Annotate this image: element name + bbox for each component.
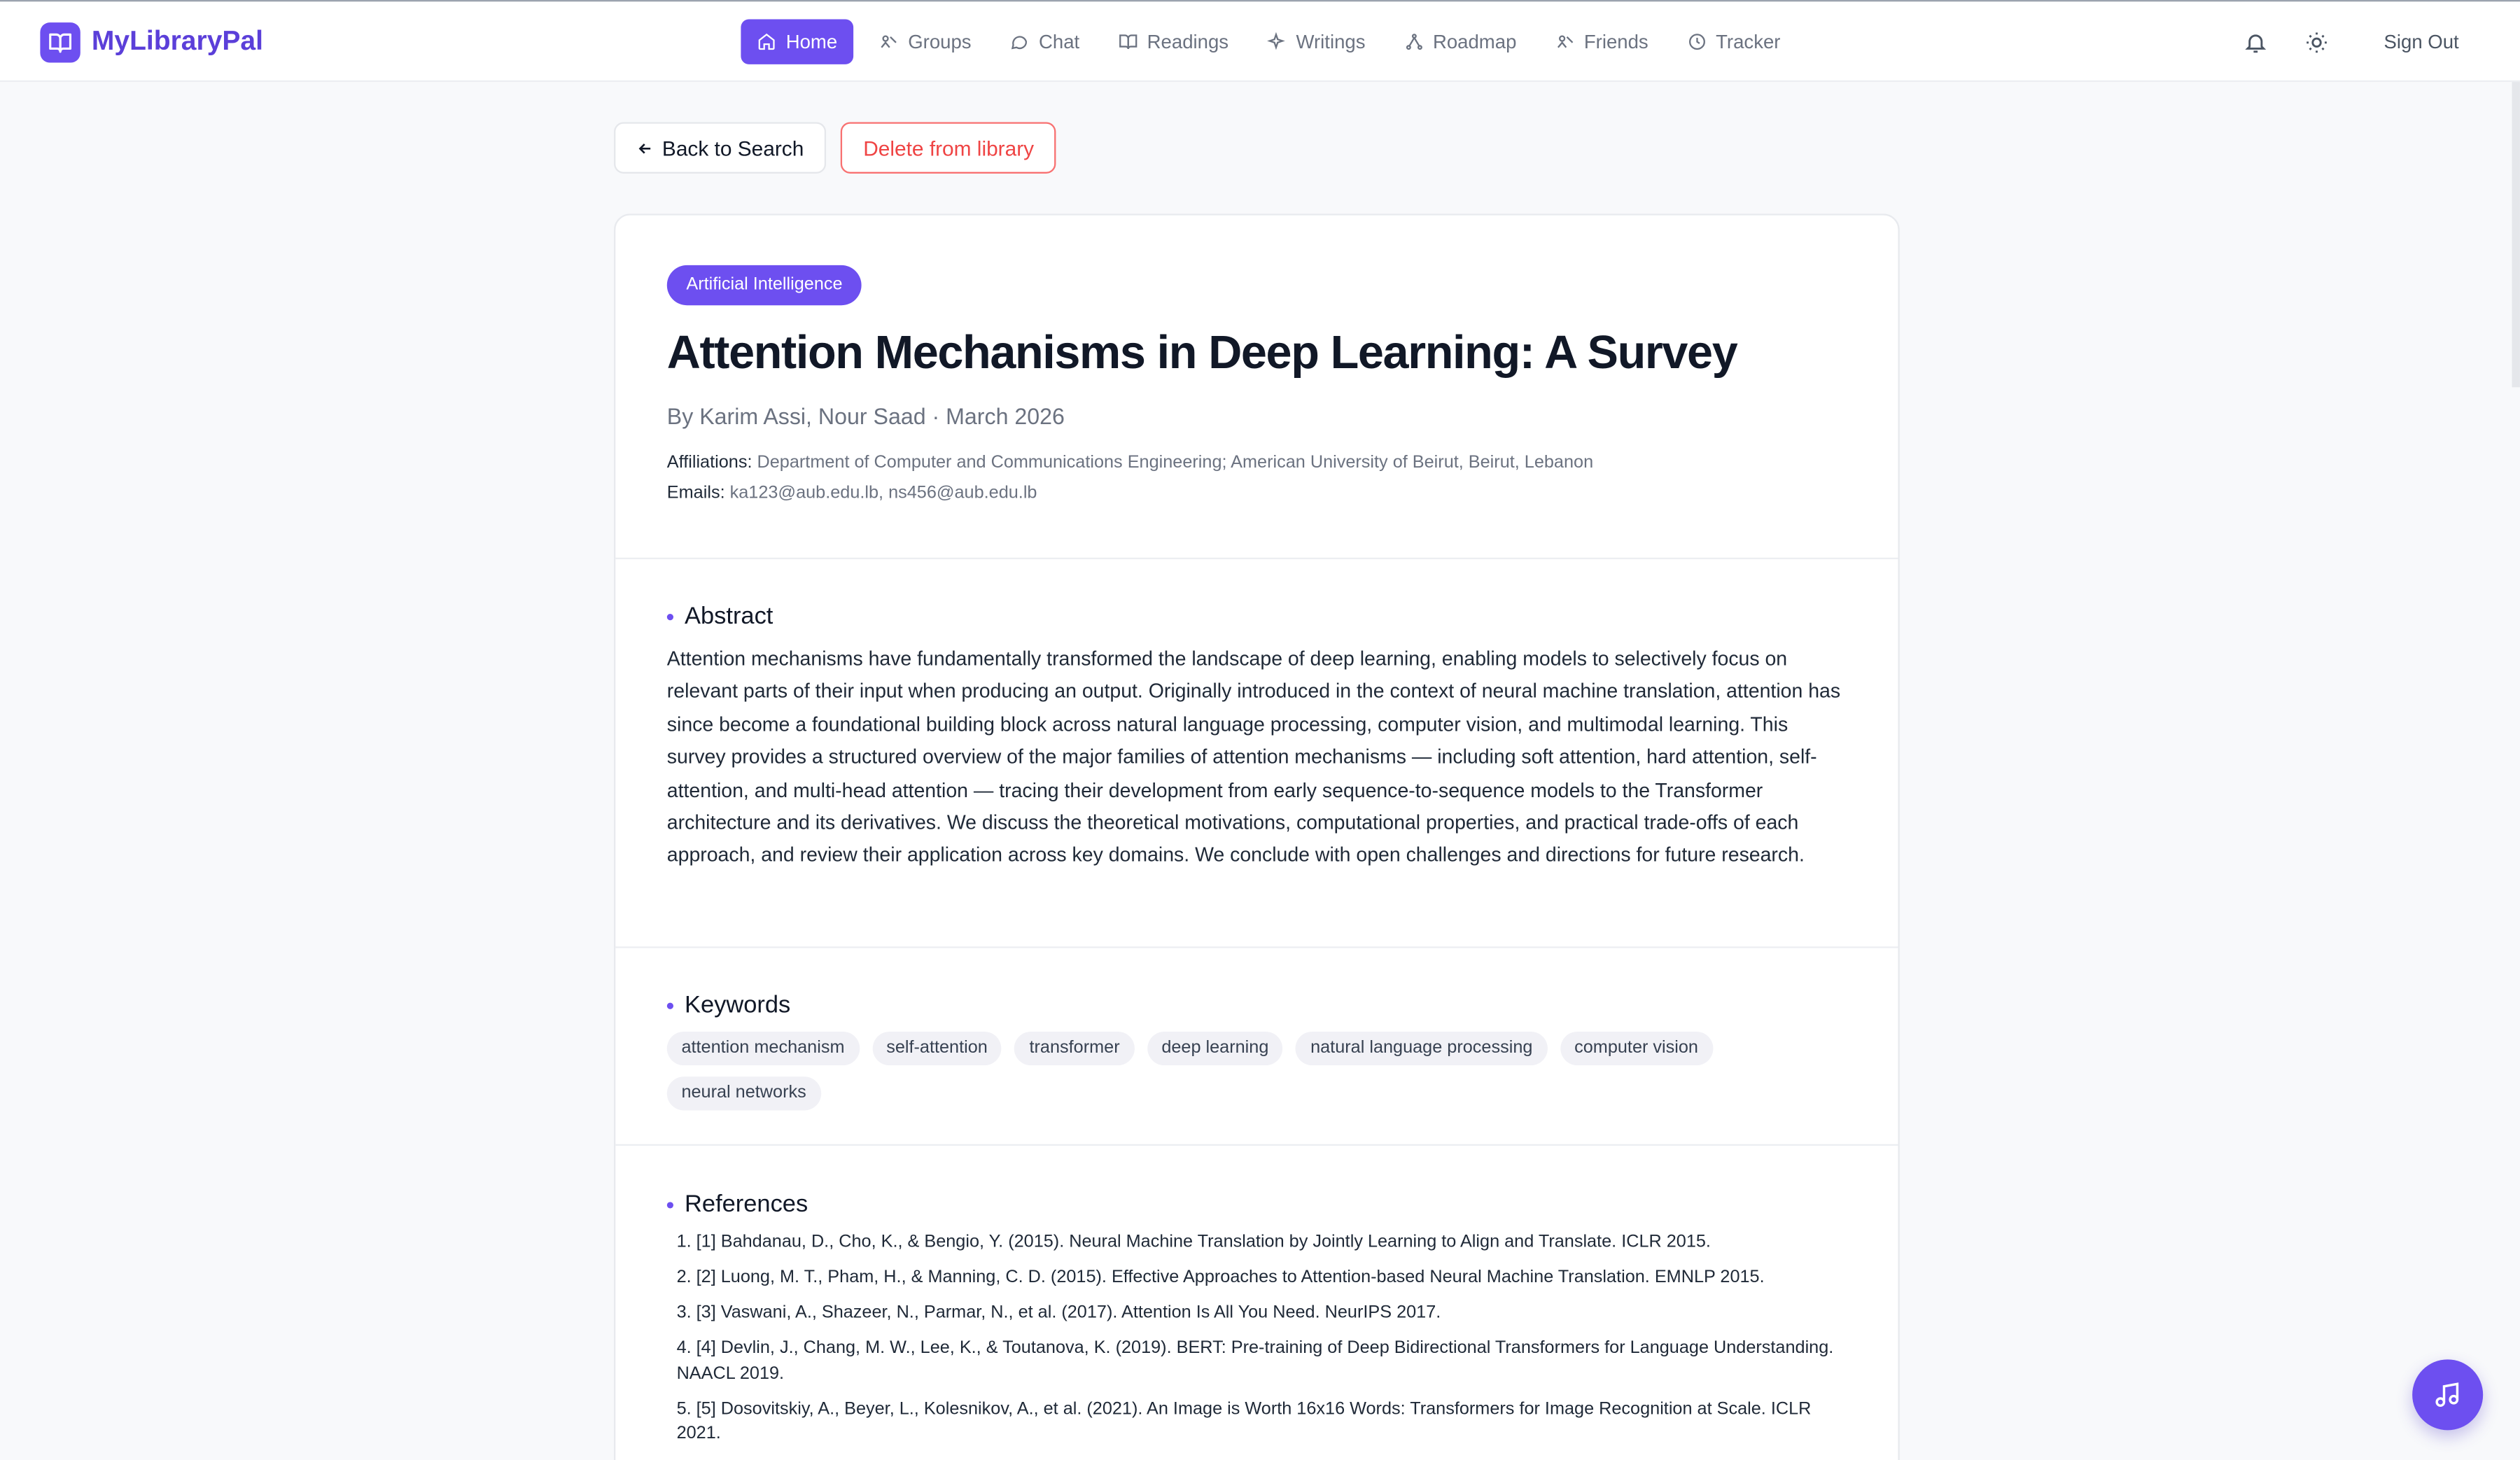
keyword-chip[interactable]: deep learning [1147, 1032, 1283, 1065]
nav-item-tracker[interactable] [1674, 20, 1793, 64]
paper-card [614, 213, 1900, 1460]
nav-item-writings[interactable] [1254, 20, 1378, 64]
bullet-dot [667, 1201, 673, 1207]
arrow-left-icon [636, 139, 654, 157]
reference-item: 4. [4] Devlin, J., Chang, M. W., Lee, K., & Toutanova, K. (2019). BERT: Pre-training of Deep Bidirectional Transformers for Language Understanding. NAACL 2019. [676, 1338, 1834, 1383]
affiliations-row [667, 449, 1847, 479]
brand-name: MyLibraryPal [91, 25, 263, 57]
nav-label: Roadmap [1432, 30, 1517, 53]
nav-label: Friends [1583, 30, 1648, 53]
references-heading [667, 1191, 1847, 1218]
sun-icon[interactable] [2300, 26, 2332, 58]
keywords-section [615, 948, 1898, 1146]
delete-from-library-button[interactable]: Delete from library [841, 122, 1056, 173]
reference-list [667, 1231, 1847, 1447]
keyword-chip[interactable]: transformer [1015, 1032, 1134, 1065]
nav-item-groups[interactable] [867, 20, 984, 64]
keyword-chip[interactable]: natural language processing [1296, 1032, 1547, 1065]
book-open-icon [40, 22, 80, 62]
nav-item-friends[interactable] [1542, 20, 1661, 64]
brand[interactable] [40, 21, 263, 63]
keyword-chip[interactable]: neural networks [667, 1076, 821, 1110]
keyword-chip[interactable]: self-attention [872, 1032, 1002, 1065]
groups-icon [879, 32, 899, 52]
roadmap-icon [1404, 32, 1424, 52]
reference-item: 1. [1] Bahdanau, D., Cho, K., & Bengio, Y. (2015). Neural Machine Translation by Jointly Learning to Align and Translate. ICLR 2015. [676, 1232, 1711, 1252]
bell-icon[interactable] [2239, 26, 2272, 58]
emails-label: Emails: [666, 484, 725, 503]
music-player-button[interactable] [2412, 1359, 2483, 1430]
nav-item-readings[interactable] [1105, 20, 1241, 64]
affiliations-label: Affiliations: [666, 453, 752, 472]
nav-item-roadmap[interactable] [1391, 20, 1530, 64]
sign-out-button[interactable]: Sign Out [2384, 30, 2459, 53]
page-actions [614, 122, 1056, 173]
paper-byline: By Karim Assi, Nour Saad · March 2026 [666, 403, 1065, 430]
sparkle-icon [1267, 32, 1287, 52]
abstract-section [615, 559, 1898, 948]
references-section [615, 1146, 1898, 1447]
nav-item-home[interactable] [741, 20, 853, 64]
nav-label: Chat [1039, 30, 1080, 53]
home-icon [757, 32, 776, 52]
abstract-heading-text: Abstract [685, 602, 774, 630]
paper-meta [667, 449, 1847, 510]
keywords-heading-text: Keywords [685, 991, 791, 1019]
paper-header [615, 216, 1898, 559]
keywords-heading [667, 992, 1847, 1019]
friends-icon [1555, 32, 1574, 52]
bullet-dot [667, 1002, 673, 1008]
nav-label: Tracker [1716, 30, 1781, 53]
nav-item-chat[interactable] [997, 20, 1092, 64]
nav-label: Writings [1296, 30, 1366, 53]
chat-icon [1010, 32, 1030, 52]
nav-menu [741, 20, 1806, 64]
emails-value: ka123@aub.edu.lb, ns456@aub.edu.lb [729, 484, 1037, 503]
keyword-chip[interactable]: attention mechanism [667, 1032, 859, 1065]
nav-label: Home [785, 30, 838, 53]
back-to-search-button[interactable] [614, 122, 826, 173]
reference-item: 2. [2] Luong, M. T., Pham, H., & Manning, C. D. (2015). Effective Approaches to Attention-based Neural Machine Translation. EMNLP 2015. [676, 1268, 1765, 1288]
reference-item: 5. [5] Dosovitskiy, A., Beyer, L., Kolesnikov, A., et al. (2021). An Image is Worth 16x16 Words: Transformers for Image Recognition at Scale. ICLR 2021. [676, 1398, 1812, 1443]
abstract-text: Attention mechanisms have fundamentally transformed the landscape of deep learning, enabling models to selectively focus on relevant parts of their input when producing an output. Originally introduced in the context of neural machine translation, attention has since become a foundational building block across natural language processing, computer vision, and multimodal learning. This survey provides a structured overview of the major families of attention mechanisms — including soft attention, hard attention, self-attention, and multi-head attention — tracing their development from early sequence-to-sequence models to the Transformer architecture and its derivatives. We discuss the theoretical motivations, computational properties, and practical trade-offs of each approach, and review their application across key domains. We conclude with open challenges and directions for future research. [666, 647, 1841, 867]
scrollbar[interactable] [2512, 82, 2519, 387]
book-icon [1118, 32, 1138, 52]
emails-row [667, 479, 1847, 510]
clock-icon [1687, 32, 1707, 52]
keyword-chip[interactable]: computer vision [1560, 1032, 1712, 1065]
keyword-list [667, 1032, 1792, 1122]
back-label: Back to Search [662, 136, 804, 160]
paper-title: Attention Mechanisms in Deep Learning: A Survey [666, 328, 1737, 379]
top-nav [0, 0, 2520, 82]
music-note-icon [2433, 1380, 2462, 1409]
bullet-dot [667, 613, 673, 619]
references-heading-text: References [685, 1191, 808, 1219]
abstract-heading [667, 603, 1847, 630]
reference-item: 3. [3] Vaswani, A., Shazeer, N., Parmar, N., et al. (2017). Attention Is All You Need. NeurIPS 2017. [676, 1303, 1441, 1323]
nav-right [2239, 26, 2459, 58]
category-badge[interactable]: Artificial Intelligence [667, 265, 862, 305]
nav-label: Readings [1147, 30, 1229, 53]
nav-label: Groups [908, 30, 972, 53]
affiliations-value: Department of Computer and Communications Engineering; American University of Beirut, Beirut, Lebanon [757, 453, 1594, 472]
